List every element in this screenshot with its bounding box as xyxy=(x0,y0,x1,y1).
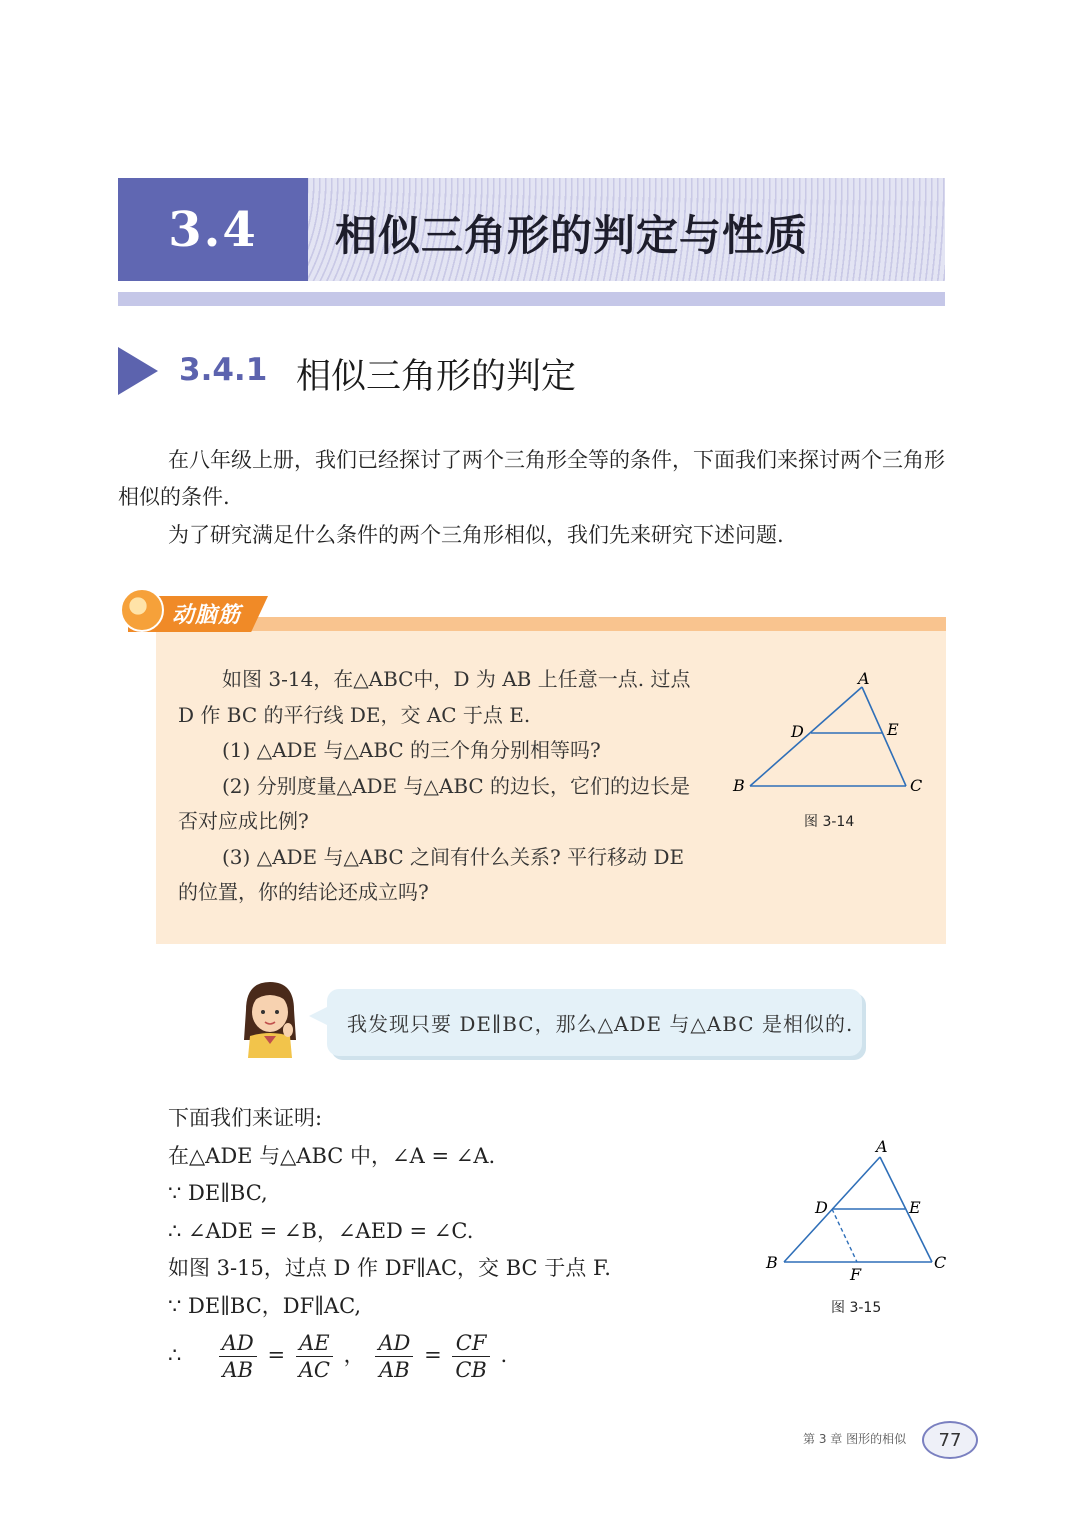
segment-ac xyxy=(862,687,906,786)
fraction-cf-cb xyxy=(452,1330,490,1383)
figure-3-14-caption: 图 3-14 xyxy=(804,814,855,830)
proportion-line xyxy=(168,1330,507,1383)
label-b: B xyxy=(733,776,745,795)
fraction-denominator: AC xyxy=(298,1358,330,1382)
page-number xyxy=(922,1421,978,1459)
figure-3-15-caption: 图 3-15 xyxy=(831,1300,882,1316)
segment-ab xyxy=(750,687,862,786)
section-title: 相似三角形的判定与性质 xyxy=(335,211,809,260)
figure-3-15 xyxy=(760,1132,960,1292)
label-e: E xyxy=(909,1198,921,1217)
period: . xyxy=(500,1343,508,1367)
proof-line-5: 如图 3-15，过点 D 作 DF∥AC，交 BC 于点 F. xyxy=(168,1256,611,1280)
therefore-symbol: ∴ xyxy=(168,1343,182,1367)
intro-paragraph-2: 为了研究满足什么条件的两个三角形相似，我们先来研究下述问题. xyxy=(168,523,784,547)
proof-line-2: 在△ADE 与△ABC 中，∠A = ∠A. xyxy=(168,1143,496,1168)
figure-3-14 xyxy=(728,662,928,802)
label-f: F xyxy=(850,1265,862,1284)
equals-sign: = xyxy=(267,1343,286,1367)
label-d: D xyxy=(791,722,804,741)
fraction-denominator: AB xyxy=(222,1358,254,1382)
page-number-text: 77 xyxy=(938,1429,962,1451)
equals-sign: = xyxy=(424,1343,442,1367)
label-e: E xyxy=(887,720,899,739)
proof-line-1: 下面我们来证明: xyxy=(168,1106,323,1130)
fraction-ad-ab xyxy=(219,1330,257,1383)
speech-bubble-tail xyxy=(309,1006,329,1026)
think-box-topbar xyxy=(156,617,946,631)
think-label: 动脑筋 xyxy=(172,603,242,628)
fraction-numerator: CF xyxy=(452,1330,490,1357)
segment-df-dashed xyxy=(832,1209,857,1262)
triangle-marker-icon xyxy=(118,347,158,395)
subsection-title: 相似三角形的判定 xyxy=(296,357,577,397)
think-question-2: (2) 分别度量△ADE 与△ABC 的边长，它们的边长是否对应成比例? xyxy=(178,773,691,833)
section-number-box xyxy=(118,178,308,281)
label-c: C xyxy=(934,1253,947,1272)
chapter-footer: 第 3 章 图形的相似 xyxy=(803,1432,907,1446)
fraction-ae-ac xyxy=(296,1330,333,1383)
speech-bubble-text: 我发现只要 DE∥BC，那么△ADE 与△ABC 是相似的. xyxy=(347,1012,854,1036)
think-text xyxy=(178,662,708,911)
fraction-numerator: AD xyxy=(375,1330,413,1357)
gear-icon xyxy=(120,588,164,632)
section-number: 3.4 xyxy=(168,201,258,258)
fraction-denominator: CB xyxy=(455,1358,487,1382)
fraction-numerator: AE xyxy=(296,1330,333,1357)
subsection-number: 3.4.1 xyxy=(179,352,268,388)
think-question-1: (1) △ADE 与△ABC 的三个角分别相等吗? xyxy=(222,738,601,762)
fraction-ad-ab-2 xyxy=(375,1330,413,1383)
proof-block xyxy=(168,1100,728,1325)
label-b: B xyxy=(766,1253,778,1272)
proof-line-4: ∴ ∠ADE = ∠B，∠AED = ∠C. xyxy=(168,1218,474,1243)
intro-paragraph-1: 在八年级上册，我们已经探讨了两个三角形全等的条件，下面我们来探讨两个三角形相似的条件. xyxy=(118,448,945,509)
proof-line-6: ∵ DE∥BC，DF∥AC, xyxy=(168,1293,362,1318)
section-underbar xyxy=(118,292,945,306)
proof-line-3: ∵ DE∥BC, xyxy=(168,1181,268,1205)
think-question-intro: 如图 3-14，在△ABC中，D 为 AB 上任意一点. 过点 D 作 BC 的平行线 DE，交 AC 于点 E. xyxy=(178,667,691,727)
label-a: A xyxy=(858,669,870,688)
student-girl-illustration xyxy=(236,980,304,1058)
label-d: D xyxy=(815,1198,828,1217)
comma: ， xyxy=(343,1343,365,1367)
fraction-denominator: AB xyxy=(379,1358,410,1382)
label-c: C xyxy=(910,776,923,795)
think-question-3: (3) △ADE 与△ABC 之间有什么关系? 平行移动 DE 的位置，你的结论还成立吗? xyxy=(178,844,685,904)
fraction-numerator: AD xyxy=(219,1330,257,1357)
label-a: A xyxy=(876,1137,888,1156)
